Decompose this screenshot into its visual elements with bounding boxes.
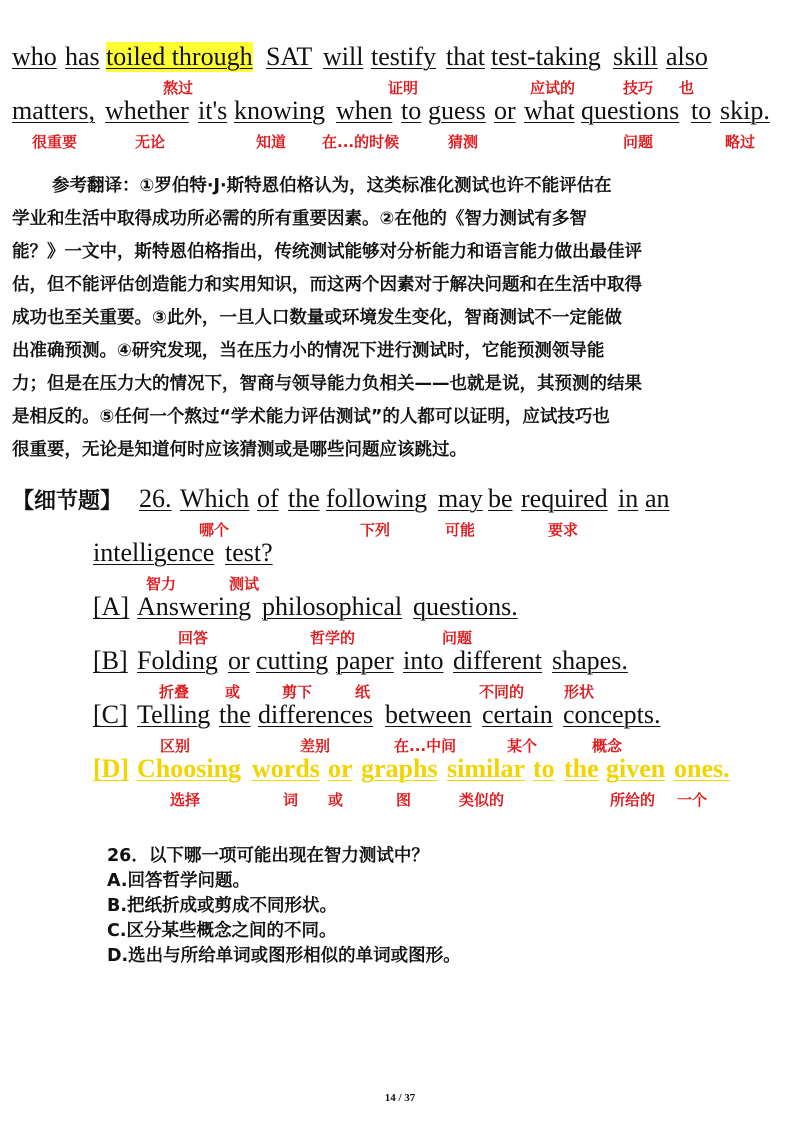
gloss: 一个	[677, 791, 708, 809]
word: to	[533, 754, 555, 783]
word: differences	[258, 700, 374, 729]
gloss: 图	[396, 791, 412, 809]
word: guess	[428, 96, 486, 125]
word: that	[446, 42, 485, 71]
word: paper	[336, 646, 394, 675]
word-highlighted: toiled through	[106, 42, 253, 71]
gloss: 略过	[725, 133, 756, 151]
word: the	[288, 484, 320, 513]
word: to	[691, 96, 712, 125]
word: in	[618, 484, 639, 513]
answer-translation-line: A.回答哲学问题。	[107, 871, 251, 891]
gloss: 回答	[178, 629, 209, 647]
answer-translation-line: D.选出与所给单词或图形相似的单词或图形。	[107, 946, 461, 966]
option-letter: [C]	[93, 700, 128, 729]
gloss: 不同的	[479, 683, 525, 701]
gloss: 要求	[548, 521, 579, 539]
word: 26.	[139, 484, 172, 513]
word: between	[385, 700, 472, 729]
word: skill	[613, 42, 658, 71]
gloss: 应试的	[530, 79, 576, 97]
gloss: 词	[283, 791, 299, 809]
word: what	[524, 96, 575, 125]
gloss: 知道	[256, 133, 287, 151]
word: similar	[447, 754, 525, 783]
word: to	[401, 96, 422, 125]
word: of	[257, 484, 279, 513]
word: be	[488, 484, 513, 513]
gloss: 折叠	[159, 683, 190, 701]
word: whether	[105, 96, 189, 125]
word: the	[219, 700, 251, 729]
gloss: 剪下	[282, 683, 313, 701]
word: shapes.	[552, 646, 628, 675]
word: who	[12, 42, 57, 71]
word: following	[326, 484, 428, 513]
word: testify	[371, 42, 436, 71]
gloss: 在...的时候	[322, 133, 400, 151]
word: graphs	[361, 754, 438, 783]
word: matters,	[12, 96, 96, 125]
gloss: 问题	[623, 133, 654, 151]
word: or	[328, 754, 353, 783]
gloss: 问题	[442, 629, 473, 647]
word: given	[606, 754, 666, 783]
translation-line: 能？》一文中，斯特恩伯格指出，传统测试能够对分析能力和语言能力做出最佳评	[12, 242, 642, 262]
gloss: 或	[225, 683, 241, 701]
gloss: 猜测	[448, 133, 479, 151]
word: or	[228, 646, 250, 675]
word: knowing	[234, 96, 325, 125]
option-letter: [D]	[93, 754, 130, 783]
gloss: 智力	[146, 575, 177, 593]
word: test-taking	[491, 42, 601, 71]
gloss: 哲学的	[310, 629, 356, 647]
word: intelligence	[93, 538, 215, 567]
gloss: 选择	[170, 791, 201, 809]
word: or	[494, 96, 516, 125]
gloss: 区别	[160, 737, 191, 755]
translation-line: 出准确预测。④研究发现，当在压力小的情况下进行测试时，它能预测领导能	[12, 341, 605, 361]
translation-line: 学业和生活中取得成功所必需的所有重要因素。②在他的《智力测试有多智	[12, 209, 587, 229]
gloss: 哪个	[199, 521, 230, 539]
word: words	[252, 754, 320, 783]
word: may	[438, 484, 483, 513]
word: Which	[180, 484, 250, 513]
gloss: 概念	[592, 737, 623, 755]
gloss: 下列	[360, 521, 391, 539]
gloss: 可能	[445, 521, 476, 539]
word: has	[65, 42, 100, 71]
word: concepts.	[563, 700, 661, 729]
answer-translation-line: C.区分某些概念之间的不同。	[107, 921, 337, 941]
answer-translation-line: B.把纸折成或剪成不同形状。	[107, 896, 337, 916]
word: when	[336, 96, 393, 125]
word: will	[323, 42, 364, 71]
word: into	[403, 646, 444, 675]
word: required	[521, 484, 608, 513]
translation-line: 力；但是在压力大的情况下，智商与领导能力负相关——也就是说，其预测的结果	[12, 374, 642, 394]
gloss: 技巧	[623, 79, 654, 97]
option-letter: [B]	[93, 646, 128, 675]
word: also	[666, 42, 708, 71]
gloss: 测试	[229, 575, 260, 593]
gloss: 无论	[135, 133, 166, 151]
word: Answering	[137, 592, 252, 621]
gloss: 某个	[507, 737, 538, 755]
option-letter: [A]	[93, 592, 130, 621]
gloss: 纸	[355, 683, 371, 701]
translation-line: 很重要，无论是知道何时应该猜测或是哪些问题应该跳过。	[12, 440, 467, 460]
word: an	[645, 484, 670, 513]
word: test?	[225, 538, 273, 567]
gloss: 类似的	[459, 791, 505, 809]
translation-line: 是相反的。⑤任何一个熬过“学术能力评估测试”的人都可以证明，应试技巧也	[12, 407, 610, 427]
word: certain	[482, 700, 553, 729]
word: Choosing	[137, 754, 242, 783]
answer-translation-line: 26．以下哪一项可能出现在智力测试中？	[107, 846, 429, 866]
word: it's	[198, 96, 228, 125]
page-number: 14 / 37	[384, 1092, 416, 1104]
word: different	[453, 646, 543, 675]
gloss: 很重要	[32, 133, 78, 151]
gloss: 差别	[300, 737, 331, 755]
translation-line: 成功也至关重要。③此外，一旦人口数量或环境发生变化，智商测试不一定能做	[12, 308, 622, 328]
word: philosophical	[262, 592, 403, 621]
gloss: 形状	[564, 683, 595, 701]
gloss: 或	[328, 791, 344, 809]
word: skip.	[720, 96, 770, 125]
question-type-tag: 【细节题】	[12, 489, 123, 514]
word: Folding	[137, 646, 218, 675]
translation-line: 估，但不能评估创造能力和实用知识，而这两个因素对于解决问题和在生活中取得	[12, 275, 642, 295]
gloss: 证明	[388, 79, 419, 97]
gloss: 熬过	[163, 79, 194, 97]
translation-line: 参考翻译：①罗伯特·J·斯特恩伯格认为，这类标准化测试也许不能评估在	[52, 176, 612, 196]
word: Telling	[137, 700, 211, 729]
gloss: 也	[679, 79, 695, 97]
word: questions	[581, 96, 680, 125]
word: SAT	[266, 42, 313, 71]
word: questions.	[413, 592, 518, 621]
word: the	[564, 754, 599, 783]
word: cutting	[256, 646, 329, 675]
word: ones.	[674, 754, 730, 783]
gloss: 在...中间	[394, 737, 457, 755]
gloss: 所给的	[610, 791, 656, 809]
